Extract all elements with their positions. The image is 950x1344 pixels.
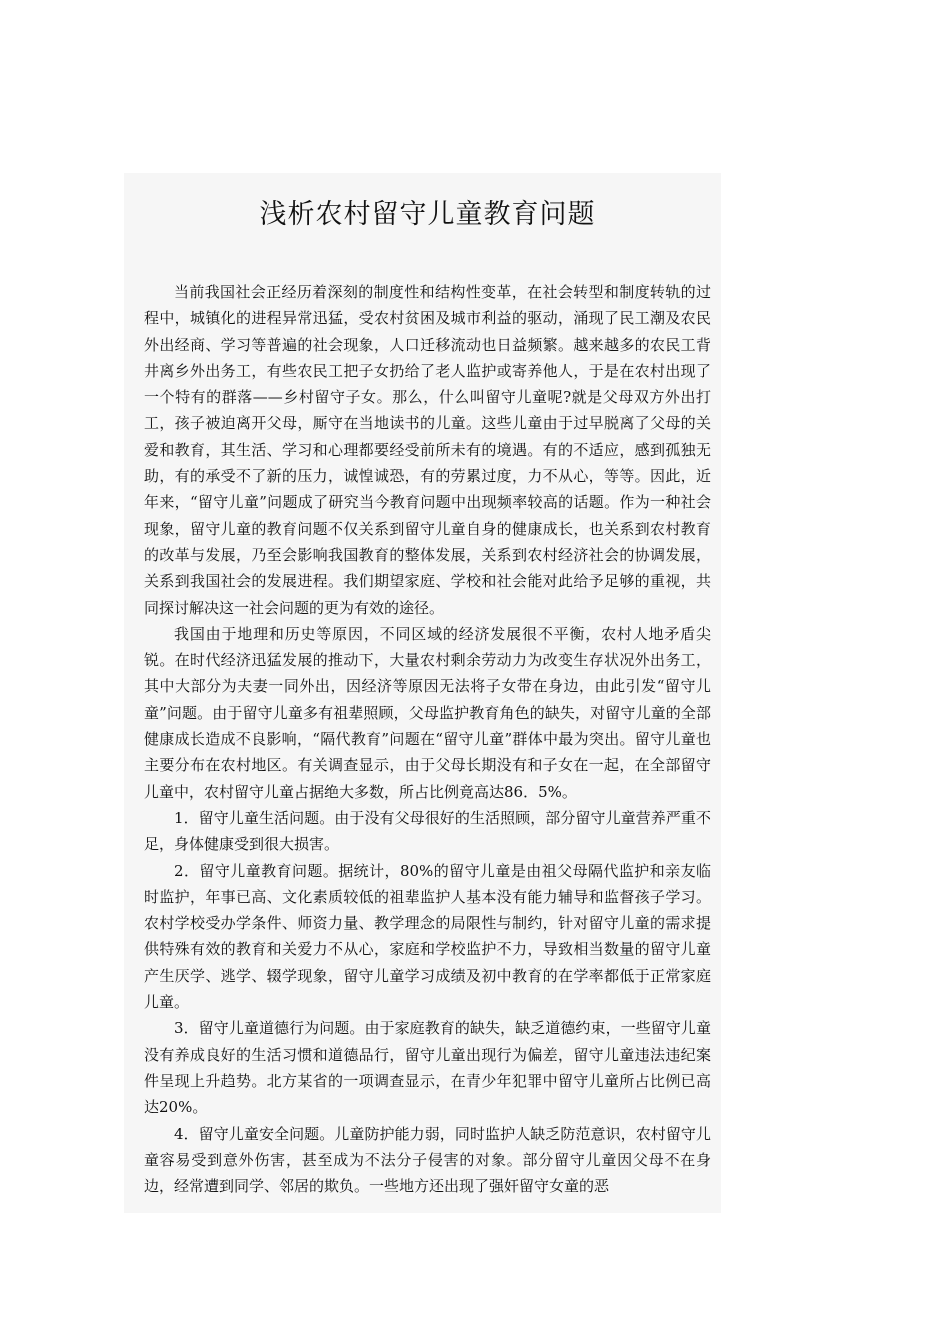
document-page [124, 173, 721, 1213]
paragraph-background: 我国由于地理和历史等原因，不同区域的经济发展很不平衡，农村人地矛盾尖锐。在时代经济迅猛发展的推动下，大量农村剩余劳动力为改变生存状况外出务工，其中大部分为夫妻一同外出，因经济等原因无法将子女带在身边，由此引发“留守儿童”问题。由于留守儿童多有祖辈照顾，父母监护教育角色的缺失，对留守儿童的全部健康成长造成不良影响，“隔代教育”问题在“留守儿童”群体中最为突出。留守儿童也主要分布在农村地区。有关调查显示，由于父母长期没有和子女在一起，在全部留守儿童中，农村留守儿童占据绝大多数，所占比例竟高达86．5%。 [144, 624, 711, 801]
paragraph-moral-problem: 3．留守儿童道德行为问题。由于家庭教育的缺失，缺乏道德约束，一些留守儿童没有养成良好的生活习惯和道德品行，留守儿童出现行为偏差，留守儿童违法违纪案件呈现上升趋势。北方某省的一项调查显示，在青少年犯罪中留守儿童所占比例已高达20%。 [144, 1019, 711, 1117]
paragraph-education-problem: 2．留守儿童教育问题。据统计，80%的留守儿童是由祖父母隔代监护和亲友临时监护，年事已高、文化素质较低的祖辈监护人基本没有能力辅导和监督孩子学习。农村学校受办学条件、师资力量、教学理念的局限性与制约，针对留守儿童的需求提供特殊有效的教育和关爱力不从心，家庭和学校监护不力，导致相当数量的留守儿童产生厌学、逃学、辍学现象，留守儿童学习成绩及初中教育的在学率都低于正常家庭儿童。 [144, 861, 711, 1012]
paragraph-intro: 当前我国社会正经历着深刻的制度性和结构性变革，在社会转型和制度转轨的过程中，城镇化的进程异常迅猛，受农村贫困及城市利益的驱动，涌现了民工潮及农民外出经商、学习等普遍的社会现象，人口迁移流动也日益频繁。越来越多的农民工背井离乡外出务工，有些农民工把子女扔给了老人监护或寄养他人，于是在农村出现了一个特有的群落——乡村留守子女。那么，什么叫留守儿童呢?就是父母双方外出打工，孩子被迫离开父母，厮守在当地读书的儿童。这些儿童由于过早脱离了父母的关爱和教育，其生活、学习和心理都要经受前所未有的境遇。有的不适应，感到孤独无助，有的承受不了新的压力，诚惶诚恐，有的劳累过度，力不从心，等等。因此，近年来，“留守儿童”问题成了研究当今教育问题中出现频率较高的话题。作为一种社会现象，留守儿童的教育问题不仅关系到留守儿童自身的健康成长，也关系到农村教育的改革与发展，乃至会影响我国教育的整体发展，关系到农村经济社会的协调发展，关系到我国社会的发展进程。我们期望家庭、学校和社会能对此给予足够的重视，共同探讨解决这一社会问题的更为有效的途径。 [144, 283, 711, 617]
paragraph-life-problem: 1．留守儿童生活问题。由于没有父母很好的生活照顾，部分留守儿童营养严重不足，身体健康受到很大损害。 [144, 808, 711, 854]
document-title: 浅析农村留守儿童教育问题 [259, 199, 596, 230]
paragraph-safety-problem: 4．留守儿童安全问题。儿童防护能力弱，同时监护人缺乏防范意识，农村留守儿童容易受到意外伤害，甚至成为不法分子侵害的对象。部分留守儿童因父母不在身边，经常遭到同学、邻居的欺负。一些地方还出现了强奸留守女童的恶 [144, 1124, 711, 1196]
document-body [144, 279, 711, 1199]
